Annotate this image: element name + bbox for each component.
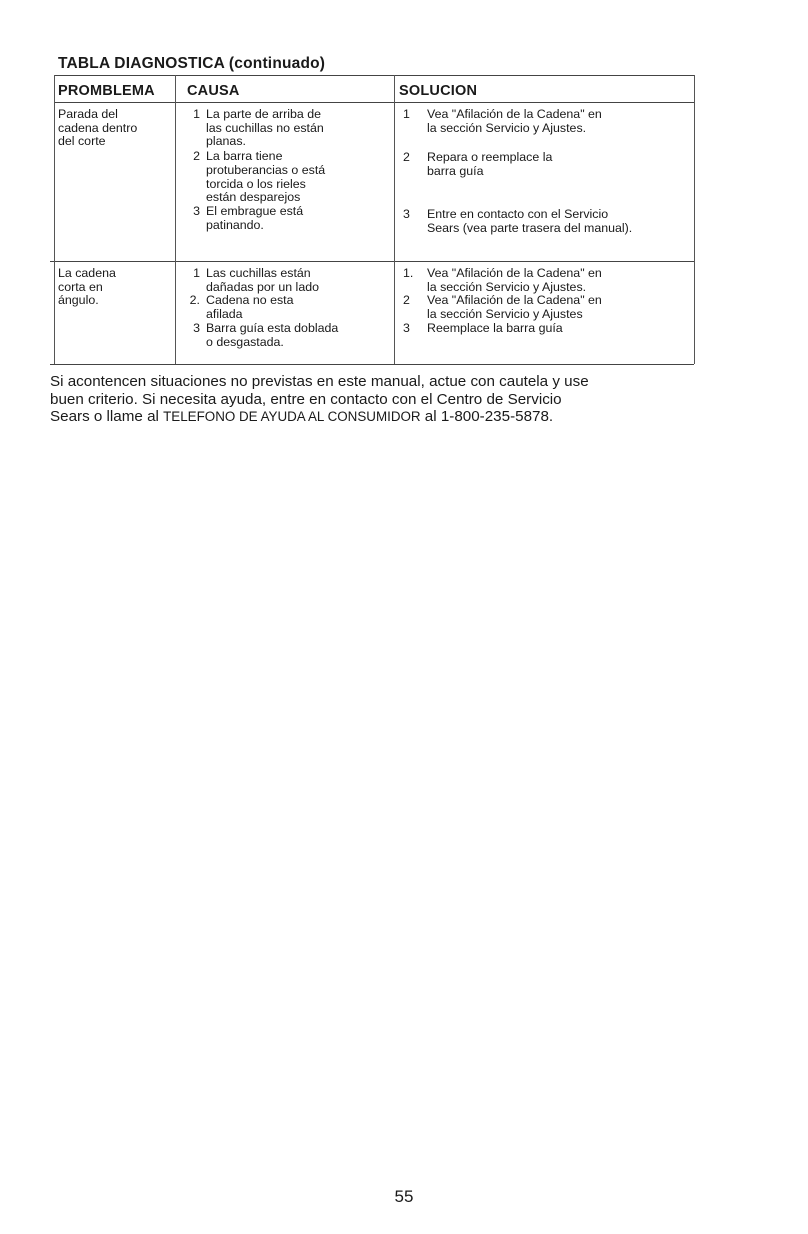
table-bottom-rule <box>50 364 694 365</box>
row2-problema: La cadena corta en ángulo. <box>58 266 116 308</box>
causa-item: 2. Cadena no esta afilada <box>189 293 294 322</box>
header-bottom-rule <box>54 102 694 103</box>
column-rule-solucion <box>394 75 395 364</box>
row1-causa <box>186 108 391 232</box>
causa-item: 3 Barra guía esta doblada o desgastada. <box>193 320 339 349</box>
page-title: TABLA DIAGNOSTICA (continuado) <box>58 55 326 72</box>
solucion-item: 2 Vea "Afilación de la Cadena" en la sección Servicio y Ajustes <box>403 293 602 322</box>
header-causa: CAUSA <box>187 83 240 99</box>
row1-solucion <box>403 108 693 235</box>
row-divider-rule <box>50 261 694 262</box>
helpline-label: TELEFONO DE AYUDA AL CONSUMIDOR <box>163 409 421 424</box>
column-rule-causa <box>175 75 176 364</box>
footer-note <box>50 373 700 426</box>
solucion-item: 1. Vea "Afilación de la Cadena" en la sección Servicio y Ajustes. <box>403 266 602 294</box>
footer-line: Si acontencen situaciones no previstas en este manual, actue con cautela y use <box>50 373 589 390</box>
causa-item: 1 Las cuchillas están dañadas por un lado <box>193 266 319 294</box>
solucion-item: 1 Vea "Afilación de la Cadena" en la sección Servicio y Ajustes. <box>403 107 602 135</box>
causa-item: 3 El embrague está patinando. <box>193 203 304 232</box>
solucion-item: 3 Reemplace la barra guía <box>403 320 563 335</box>
row2-causa <box>186 267 391 349</box>
row2-solucion <box>403 267 693 336</box>
table-right-rule <box>694 75 695 364</box>
footer-line: Sears o llame al TELEFONO DE AYUDA AL CONSUMIDOR al 1-800-235-5878. <box>50 408 554 425</box>
causa-item: 2 La barra tiene protuberancias o está torcida o los rieles están desparejos <box>193 149 326 205</box>
page-number: 55 <box>394 1187 414 1206</box>
table-left-rule <box>54 75 55 364</box>
header-solucion: SOLUCION <box>399 83 478 99</box>
footer-line: buen criterio. Si necesita ayuda, entre en contacto con el Centro de Servicio <box>50 390 562 408</box>
solucion-item: 2 Repara o reemplace la barra guía <box>403 150 553 179</box>
table-top-rule <box>54 75 694 76</box>
diagnostic-table <box>50 75 696 365</box>
row1-problema: Parada del cadena dentro del corte <box>58 107 138 149</box>
header-problema: PROMBLEMA <box>58 83 155 99</box>
causa-item: 1 La parte de arriba de las cuchillas no están planas. <box>193 107 324 149</box>
solucion-item: 3 Entre en contacto con el Servicio Sears (vea parte trasera del manual). <box>403 206 633 235</box>
